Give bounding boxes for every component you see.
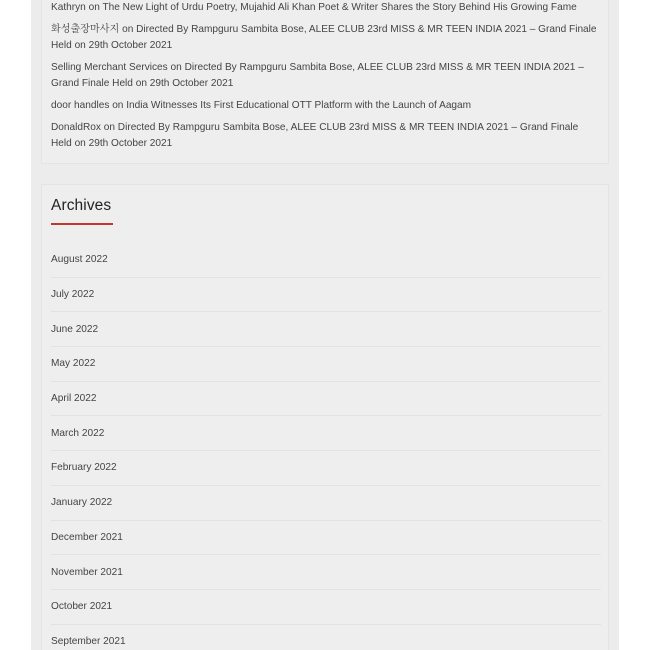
- recent-comments-widget: [41, 0, 609, 164]
- archive-link-label: May 2022: [51, 358, 96, 370]
- comment-author-link[interactable]: DonaldRox: [51, 122, 101, 133]
- archive-link-october-2021[interactable]: [51, 590, 601, 625]
- comment-item: [51, 60, 601, 92]
- archives-list: [51, 243, 601, 650]
- archive-link-november-2021[interactable]: [51, 555, 601, 590]
- archive-link-label: April 2022: [51, 393, 97, 405]
- comment-item: [51, 0, 601, 16]
- archive-link-label: September 2021: [51, 635, 126, 647]
- archive-link-july-2022[interactable]: [51, 278, 601, 313]
- comment-author-link[interactable]: Selling Merchant Services: [51, 62, 168, 73]
- archive-link-january-2022[interactable]: [51, 486, 601, 521]
- archive-link-june-2022[interactable]: [51, 312, 601, 347]
- archive-link-label: July 2022: [51, 289, 95, 301]
- archive-link-march-2022[interactable]: [51, 416, 601, 451]
- archive-link-label: October 2021: [51, 601, 113, 613]
- archive-link-label: March 2022: [51, 427, 105, 439]
- comment-on-text: on: [170, 62, 182, 73]
- archive-link-label: January 2022: [51, 497, 113, 509]
- comment-item: [51, 22, 601, 54]
- comment-author-link[interactable]: Kathryn: [51, 2, 86, 13]
- archive-link-label: November 2021: [51, 566, 123, 578]
- comment-on-text: on: [103, 122, 115, 133]
- archive-link-april-2022[interactable]: [51, 382, 601, 417]
- archives-widget: [41, 184, 609, 650]
- comment-author-link[interactable]: 화성출장마사지: [51, 24, 120, 35]
- title-underline: [51, 223, 113, 225]
- comment-post-link[interactable]: India Witnesses Its First Educational OTT Platform with the Launch of Aagam: [126, 100, 472, 111]
- comment-author-link[interactable]: door handles: [51, 100, 110, 111]
- archive-link-label: February 2022: [51, 462, 117, 474]
- archive-link-august-2022[interactable]: [51, 243, 601, 278]
- archive-link-may-2022[interactable]: [51, 347, 601, 382]
- comment-post-link[interactable]: Directed By Rampguru Sambita Bose, ALEE CLUB 23rd MISS & MR TEEN INDIA 2021 – Grand Finale Held on 29th October 2021: [51, 122, 579, 149]
- archive-link-label: August 2022: [51, 254, 108, 266]
- archives-title: Archives: [51, 197, 112, 214]
- archive-link-december-2021[interactable]: [51, 521, 601, 556]
- archive-link-september-2021[interactable]: [51, 625, 601, 650]
- recent-comments-list: [51, 0, 601, 158]
- comment-on-text: on: [112, 100, 124, 111]
- comment-item: [51, 98, 601, 114]
- comment-on-text: on: [122, 24, 134, 35]
- comment-post-link[interactable]: Directed By Rampguru Sambita Bose, ALEE CLUB 23rd MISS & MR TEEN INDIA 2021 – Grand Finale Held on 29th October 2021: [51, 24, 597, 51]
- sidebar-column: [31, 0, 619, 650]
- archive-link-label: December 2021: [51, 531, 123, 543]
- comment-post-link[interactable]: The New Light of Urdu Poetry, Mujahid Ali Khan Poet & Writer Shares the Story Behind His Growing Fame: [102, 2, 577, 13]
- comment-item: [51, 120, 601, 152]
- comment-on-text: on: [88, 2, 100, 13]
- comment-post-link[interactable]: Directed By Rampguru Sambita Bose, ALEE CLUB 23rd MISS & MR TEEN INDIA 2021 – Grand Finale Held on 29th October 2021: [51, 62, 584, 89]
- archive-link-february-2022[interactable]: [51, 451, 601, 486]
- archive-link-label: June 2022: [51, 323, 99, 335]
